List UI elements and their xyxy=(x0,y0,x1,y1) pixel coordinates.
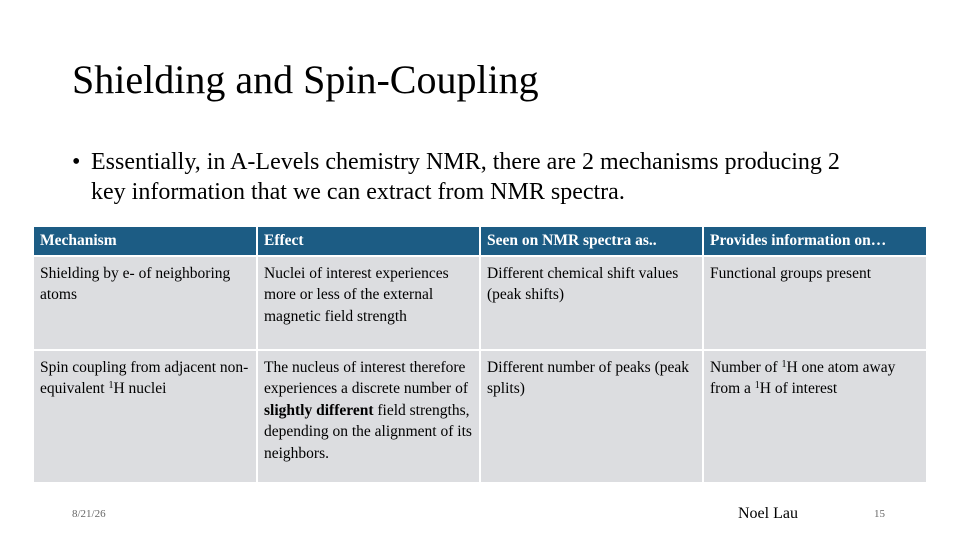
bullet-text: Essentially, in A-Levels chemistry NMR, there are 2 mechanisms producing 2 key information that we can extract from NMR spectra. xyxy=(91,149,840,205)
cell-text: H of interest xyxy=(759,380,838,397)
cell-provides-information: Functional groups present xyxy=(703,256,926,350)
header-effect: Effect xyxy=(257,227,480,256)
cell-seen-on-spectra: Different chemical shift values (peak shifts) xyxy=(480,256,703,350)
header-provides-information: Provides information on… xyxy=(703,227,926,256)
slide-title: Shielding and Spin-Coupling xyxy=(72,57,539,102)
table-row xyxy=(34,350,926,483)
cell-text: field strengths, depending on the alignment of its neighbors. xyxy=(264,401,472,462)
cell-mechanism xyxy=(34,350,257,483)
slide-number: 15 xyxy=(874,508,885,520)
nmr-mechanisms-table xyxy=(34,227,926,484)
header-mechanism: Mechanism xyxy=(34,227,257,256)
table-row xyxy=(34,256,926,350)
bold-text: slightly different xyxy=(264,401,374,419)
cell-text: Spin coupling from adjacent non-equivalent xyxy=(40,358,249,397)
footer-author: Noel Lau xyxy=(738,505,798,522)
cell-seen-on-spectra: Different number of peaks (peak splits) xyxy=(480,350,703,483)
bullet-point xyxy=(72,147,872,207)
footer-date: 8/21/26 xyxy=(72,508,106,520)
cell-provides-information xyxy=(703,350,926,483)
superscript: 1 xyxy=(108,380,114,391)
cell-text: H nuclei xyxy=(113,380,167,397)
table-header-row xyxy=(34,227,926,256)
header-seen-on-spectra: Seen on NMR spectra as.. xyxy=(480,227,703,256)
bullet-icon: • xyxy=(72,149,81,175)
cell-effect: Nuclei of interest experiences more or less of the external magnetic field strength xyxy=(257,256,480,350)
superscript: 1 xyxy=(754,380,760,391)
cell-text: H one atom away from a xyxy=(710,358,896,397)
cell-text: Number of xyxy=(710,358,782,376)
cell-mechanism: Shielding by e- of neighboring atoms xyxy=(34,256,257,350)
cell-effect xyxy=(257,350,480,483)
cell-text: The nucleus of interest therefore experiences a discrete number of xyxy=(264,358,468,397)
superscript: 1 xyxy=(781,358,787,370)
